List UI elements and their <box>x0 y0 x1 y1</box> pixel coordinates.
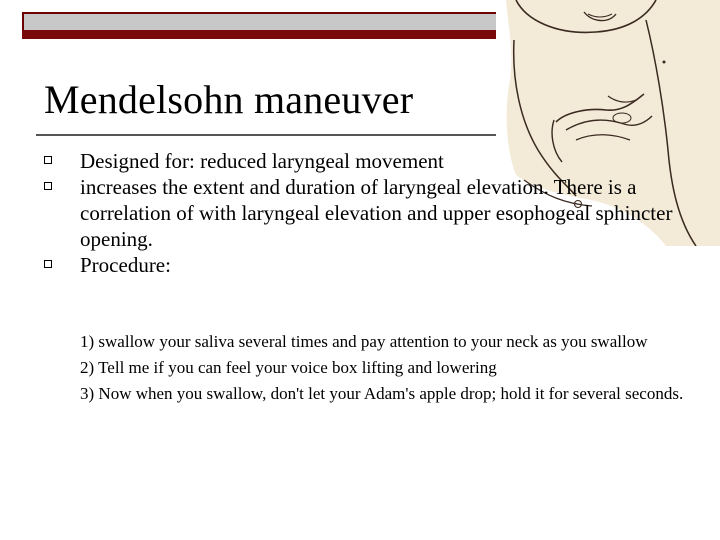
procedure-step: 3) Now when you swallow, don't let your Adam's apple drop; hold it for several seconds. <box>80 384 684 403</box>
bullet-list <box>44 148 694 278</box>
square-bullet-icon <box>44 182 52 190</box>
bullet-item <box>44 148 450 174</box>
procedure-steps <box>80 332 690 410</box>
bullet-item <box>44 174 680 252</box>
bullet-text: Designed for: reduced laryngeal movement <box>80 149 444 173</box>
procedure-step: 1) swallow your saliva several times and pay attention to your neck as you swallow <box>80 332 648 351</box>
square-bullet-icon <box>44 260 52 268</box>
header-accent-bar <box>22 30 542 39</box>
procedure-step: 2) Tell me if you can feel your voice box lifting and lowering <box>80 358 497 377</box>
bullet-item <box>44 252 694 278</box>
bullet-text: increases the extent and duration of laryngeal elevation. There is a correlation of with laryngeal elevation and upper esophogeal sphincter opening. <box>80 175 673 251</box>
bullet-text: Procedure: <box>80 253 171 277</box>
title-divider <box>36 134 506 136</box>
slide-title: Mendelsohn maneuver <box>44 77 414 122</box>
square-bullet-icon <box>44 156 52 164</box>
